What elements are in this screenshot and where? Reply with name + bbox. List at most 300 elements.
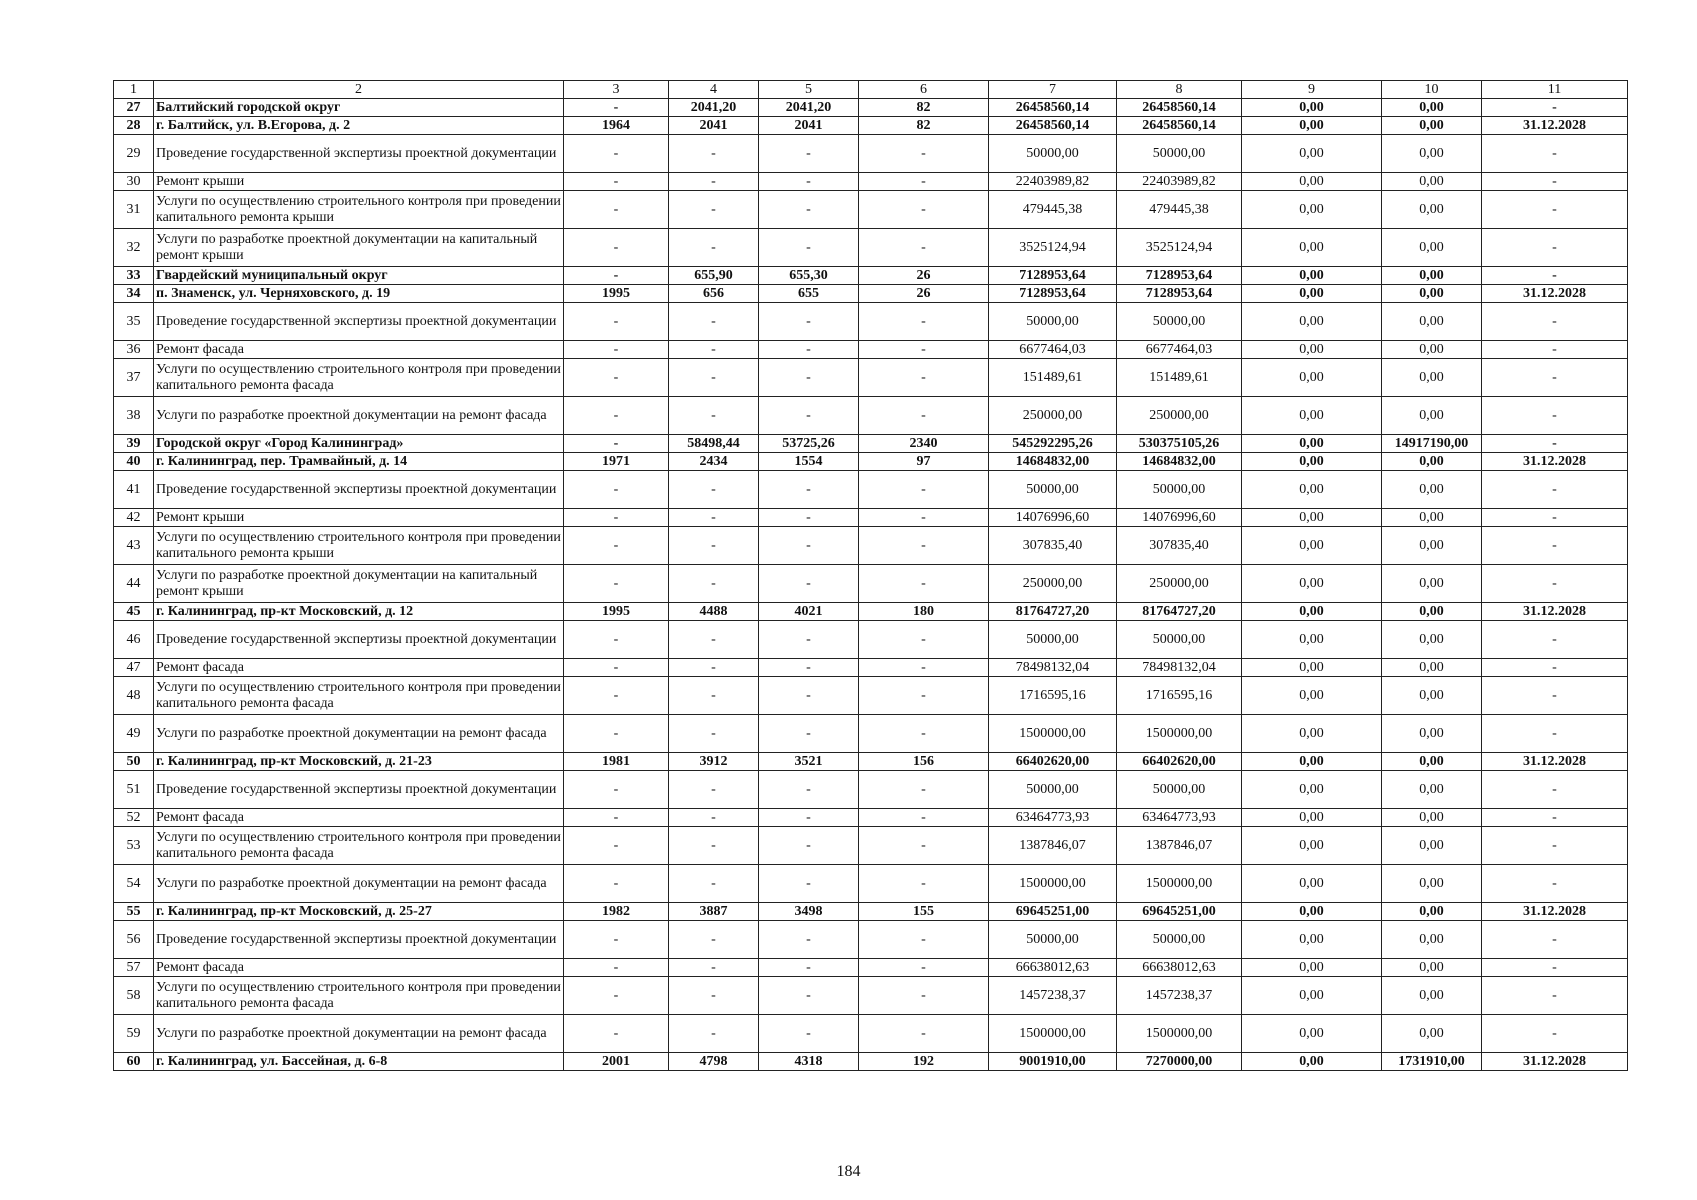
year-cell: 2001 xyxy=(564,1053,669,1071)
area-total-cell: - xyxy=(669,677,759,715)
table-row-work xyxy=(114,977,1628,1015)
cost-total-cell: 1500000,00 xyxy=(989,1015,1117,1053)
year-cell: - xyxy=(564,509,669,527)
residents-cell: - xyxy=(859,865,989,903)
column-number-cell: 3 xyxy=(564,81,669,99)
year-cell: - xyxy=(564,715,669,753)
deadline-cell: - xyxy=(1482,435,1628,453)
cost-fund-cell: 1457238,37 xyxy=(1117,977,1242,1015)
year-cell: - xyxy=(564,565,669,603)
area-living-cell: - xyxy=(759,809,859,827)
table-row-work xyxy=(114,341,1628,359)
residents-cell: - xyxy=(859,809,989,827)
cost-subsidy-cell: 0,00 xyxy=(1242,453,1382,471)
area-total-cell: - xyxy=(669,977,759,1015)
name-cell: Проведение государственной экспертизы проектной документации xyxy=(154,621,564,659)
table-row-work xyxy=(114,715,1628,753)
residents-cell: - xyxy=(859,921,989,959)
cost-owners-cell: 0,00 xyxy=(1382,621,1482,659)
cost-owners-cell: 0,00 xyxy=(1382,509,1482,527)
name-cell: Ремонт крыши xyxy=(154,173,564,191)
area-living-cell: 655,30 xyxy=(759,267,859,285)
column-number-cell: 2 xyxy=(154,81,564,99)
name-cell: Проведение государственной экспертизы проектной документации xyxy=(154,303,564,341)
year-cell: - xyxy=(564,99,669,117)
cost-fund-cell: 50000,00 xyxy=(1117,621,1242,659)
area-total-cell: 4488 xyxy=(669,603,759,621)
year-cell: - xyxy=(564,173,669,191)
cost-owners-cell: 0,00 xyxy=(1382,267,1482,285)
deadline-cell: 31.12.2028 xyxy=(1482,117,1628,135)
cost-total-cell: 78498132,04 xyxy=(989,659,1117,677)
cost-subsidy-cell: 0,00 xyxy=(1242,267,1382,285)
year-cell: 1981 xyxy=(564,753,669,771)
area-total-cell: - xyxy=(669,471,759,509)
table-row-work xyxy=(114,565,1628,603)
cost-owners-cell: 0,00 xyxy=(1382,471,1482,509)
cost-total-cell: 7128953,64 xyxy=(989,267,1117,285)
year-cell: - xyxy=(564,677,669,715)
cost-fund-cell: 1716595,16 xyxy=(1117,677,1242,715)
residents-cell: - xyxy=(859,977,989,1015)
cost-owners-cell: 0,00 xyxy=(1382,397,1482,435)
residents-cell: 155 xyxy=(859,903,989,921)
name-cell: Услуги по осуществлению строительного контроля при проведении капитального ремонта фасада xyxy=(154,977,564,1015)
cost-owners-cell: 0,00 xyxy=(1382,809,1482,827)
cost-total-cell: 50000,00 xyxy=(989,471,1117,509)
area-total-cell: - xyxy=(669,135,759,173)
cost-total-cell: 6677464,03 xyxy=(989,341,1117,359)
residents-cell: 82 xyxy=(859,117,989,135)
cost-fund-cell: 78498132,04 xyxy=(1117,659,1242,677)
table-row-work xyxy=(114,921,1628,959)
residents-cell: - xyxy=(859,827,989,865)
residents-cell: - xyxy=(859,1015,989,1053)
area-total-cell: - xyxy=(669,959,759,977)
residents-cell: - xyxy=(859,341,989,359)
deadline-cell: - xyxy=(1482,527,1628,565)
deadline-cell: - xyxy=(1482,565,1628,603)
deadline-cell: - xyxy=(1482,827,1628,865)
cost-fund-cell: 81764727,20 xyxy=(1117,603,1242,621)
column-number-cell: 8 xyxy=(1117,81,1242,99)
cost-subsidy-cell: 0,00 xyxy=(1242,435,1382,453)
residents-cell: - xyxy=(859,229,989,267)
cost-owners-cell: 0,00 xyxy=(1382,827,1482,865)
row-number-cell: 39 xyxy=(114,435,154,453)
area-living-cell: - xyxy=(759,959,859,977)
column-number-cell: 6 xyxy=(859,81,989,99)
cost-fund-cell: 14076996,60 xyxy=(1117,509,1242,527)
year-cell: - xyxy=(564,771,669,809)
cost-owners-cell: 0,00 xyxy=(1382,341,1482,359)
column-number-row xyxy=(114,81,1628,99)
deadline-cell: - xyxy=(1482,677,1628,715)
cost-owners-cell: 0,00 xyxy=(1382,659,1482,677)
year-cell: 1995 xyxy=(564,285,669,303)
residents-cell: 192 xyxy=(859,1053,989,1071)
year-cell: 1971 xyxy=(564,453,669,471)
deadline-cell: - xyxy=(1482,173,1628,191)
cost-subsidy-cell: 0,00 xyxy=(1242,1053,1382,1071)
area-total-cell: - xyxy=(669,341,759,359)
residents-cell: - xyxy=(859,527,989,565)
cost-subsidy-cell: 0,00 xyxy=(1242,99,1382,117)
name-cell: п. Знаменск, ул. Черняховского, д. 19 xyxy=(154,285,564,303)
cost-owners-cell: 0,00 xyxy=(1382,771,1482,809)
area-total-cell: - xyxy=(669,565,759,603)
area-living-cell: - xyxy=(759,173,859,191)
year-cell: 1964 xyxy=(564,117,669,135)
area-total-cell: 2041,20 xyxy=(669,99,759,117)
cost-subsidy-cell: 0,00 xyxy=(1242,603,1382,621)
deadline-cell: - xyxy=(1482,267,1628,285)
row-number-cell: 59 xyxy=(114,1015,154,1053)
area-total-cell: - xyxy=(669,827,759,865)
cost-subsidy-cell: 0,00 xyxy=(1242,285,1382,303)
row-number-cell: 35 xyxy=(114,303,154,341)
cost-fund-cell: 69645251,00 xyxy=(1117,903,1242,921)
deadline-cell: - xyxy=(1482,1015,1628,1053)
cost-total-cell: 1387846,07 xyxy=(989,827,1117,865)
cost-fund-cell: 151489,61 xyxy=(1117,359,1242,397)
year-cell: - xyxy=(564,341,669,359)
cost-subsidy-cell: 0,00 xyxy=(1242,229,1382,267)
area-living-cell: 3498 xyxy=(759,903,859,921)
deadline-cell: - xyxy=(1482,359,1628,397)
area-living-cell: - xyxy=(759,1015,859,1053)
area-living-cell: - xyxy=(759,565,859,603)
cost-total-cell: 1500000,00 xyxy=(989,865,1117,903)
deadline-cell: 31.12.2028 xyxy=(1482,753,1628,771)
year-cell: - xyxy=(564,865,669,903)
residents-cell: - xyxy=(859,173,989,191)
table-row-address xyxy=(114,267,1628,285)
capital-repair-table xyxy=(113,80,1628,1071)
area-living-cell: 2041,20 xyxy=(759,99,859,117)
cost-subsidy-cell: 0,00 xyxy=(1242,565,1382,603)
cost-subsidy-cell: 0,00 xyxy=(1242,509,1382,527)
area-total-cell: - xyxy=(669,771,759,809)
year-cell: 1995 xyxy=(564,603,669,621)
column-number-cell: 7 xyxy=(989,81,1117,99)
year-cell: - xyxy=(564,1015,669,1053)
residents-cell: - xyxy=(859,397,989,435)
table-row-address xyxy=(114,903,1628,921)
table-row-work xyxy=(114,1015,1628,1053)
area-total-cell: - xyxy=(669,659,759,677)
row-number-cell: 49 xyxy=(114,715,154,753)
deadline-cell: - xyxy=(1482,471,1628,509)
row-number-cell: 41 xyxy=(114,471,154,509)
residents-cell: - xyxy=(859,959,989,977)
row-number-cell: 34 xyxy=(114,285,154,303)
table-row-address xyxy=(114,603,1628,621)
year-cell: - xyxy=(564,359,669,397)
area-total-cell: 2041 xyxy=(669,117,759,135)
row-number-cell: 54 xyxy=(114,865,154,903)
area-living-cell: 655 xyxy=(759,285,859,303)
name-cell: Услуги по разработке проектной документации на ремонт фасада xyxy=(154,1015,564,1053)
cost-total-cell: 50000,00 xyxy=(989,771,1117,809)
cost-owners-cell: 0,00 xyxy=(1382,565,1482,603)
residents-cell: - xyxy=(859,303,989,341)
residents-cell: 26 xyxy=(859,267,989,285)
cost-total-cell: 14684832,00 xyxy=(989,453,1117,471)
cost-fund-cell: 250000,00 xyxy=(1117,565,1242,603)
cost-owners-cell: 0,00 xyxy=(1382,99,1482,117)
column-number-cell: 1 xyxy=(114,81,154,99)
cost-subsidy-cell: 0,00 xyxy=(1242,771,1382,809)
area-living-cell: - xyxy=(759,303,859,341)
cost-subsidy-cell: 0,00 xyxy=(1242,1015,1382,1053)
name-cell: Услуги по осуществлению строительного контроля при проведении капитального ремонта фасада xyxy=(154,359,564,397)
name-cell: Услуги по осуществлению строительного контроля при проведении капитального ремонта крыши xyxy=(154,191,564,229)
cost-total-cell: 479445,38 xyxy=(989,191,1117,229)
table-row-work xyxy=(114,397,1628,435)
area-total-cell: - xyxy=(669,809,759,827)
deadline-cell: - xyxy=(1482,509,1628,527)
cost-fund-cell: 50000,00 xyxy=(1117,921,1242,959)
cost-owners-cell: 0,00 xyxy=(1382,959,1482,977)
cost-fund-cell: 530375105,26 xyxy=(1117,435,1242,453)
table-row-address xyxy=(114,453,1628,471)
area-total-cell: 58498,44 xyxy=(669,435,759,453)
area-living-cell: 1554 xyxy=(759,453,859,471)
name-cell: Услуги по разработке проектной документации на ремонт фасада xyxy=(154,715,564,753)
cost-total-cell: 63464773,93 xyxy=(989,809,1117,827)
cost-fund-cell: 26458560,14 xyxy=(1117,117,1242,135)
cost-fund-cell: 14684832,00 xyxy=(1117,453,1242,471)
cost-subsidy-cell: 0,00 xyxy=(1242,527,1382,565)
cost-owners-cell: 0,00 xyxy=(1382,173,1482,191)
row-number-cell: 33 xyxy=(114,267,154,285)
table-row-work xyxy=(114,135,1628,173)
residents-cell: 82 xyxy=(859,99,989,117)
cost-total-cell: 50000,00 xyxy=(989,621,1117,659)
cost-owners-cell: 0,00 xyxy=(1382,677,1482,715)
table-row-work xyxy=(114,621,1628,659)
cost-owners-cell: 0,00 xyxy=(1382,921,1482,959)
cost-subsidy-cell: 0,00 xyxy=(1242,621,1382,659)
deadline-cell: - xyxy=(1482,397,1628,435)
cost-subsidy-cell: 0,00 xyxy=(1242,753,1382,771)
name-cell: г. Калининград, пр-кт Московский, д. 21-23 xyxy=(154,753,564,771)
area-total-cell: - xyxy=(669,865,759,903)
name-cell: Ремонт фасада xyxy=(154,659,564,677)
table-row-work xyxy=(114,303,1628,341)
area-living-cell: - xyxy=(759,471,859,509)
column-number-cell: 11 xyxy=(1482,81,1628,99)
name-cell: г. Калининград, пр-кт Московский, д. 12 xyxy=(154,603,564,621)
area-total-cell: - xyxy=(669,229,759,267)
table-row-work xyxy=(114,771,1628,809)
row-number-cell: 47 xyxy=(114,659,154,677)
area-living-cell: - xyxy=(759,865,859,903)
cost-fund-cell: 66638012,63 xyxy=(1117,959,1242,977)
cost-owners-cell: 0,00 xyxy=(1382,903,1482,921)
residents-cell: - xyxy=(859,509,989,527)
column-number-cell: 4 xyxy=(669,81,759,99)
table-row-address xyxy=(114,1053,1628,1071)
cost-owners-cell: 0,00 xyxy=(1382,453,1482,471)
name-cell: Гвардейский муниципальный округ xyxy=(154,267,564,285)
cost-owners-cell: 0,00 xyxy=(1382,753,1482,771)
deadline-cell: - xyxy=(1482,135,1628,173)
cost-owners-cell: 0,00 xyxy=(1382,229,1482,267)
row-number-cell: 58 xyxy=(114,977,154,1015)
area-living-cell: - xyxy=(759,659,859,677)
cost-subsidy-cell: 0,00 xyxy=(1242,959,1382,977)
column-number-cell: 5 xyxy=(759,81,859,99)
cost-owners-cell: 0,00 xyxy=(1382,359,1482,397)
name-cell: Услуги по разработке проектной документации на капитальный ремонт крыши xyxy=(154,565,564,603)
area-living-cell: - xyxy=(759,341,859,359)
area-total-cell: - xyxy=(669,509,759,527)
area-living-cell: 3521 xyxy=(759,753,859,771)
table-row-address xyxy=(114,435,1628,453)
cost-owners-cell: 0,00 xyxy=(1382,303,1482,341)
row-number-cell: 56 xyxy=(114,921,154,959)
cost-total-cell: 307835,40 xyxy=(989,527,1117,565)
deadline-cell: - xyxy=(1482,341,1628,359)
area-living-cell: 2041 xyxy=(759,117,859,135)
table-body xyxy=(114,81,1628,1071)
cost-fund-cell: 50000,00 xyxy=(1117,135,1242,173)
table-row-work xyxy=(114,809,1628,827)
deadline-cell: - xyxy=(1482,809,1628,827)
cost-subsidy-cell: 0,00 xyxy=(1242,471,1382,509)
deadline-cell: - xyxy=(1482,191,1628,229)
cost-fund-cell: 63464773,93 xyxy=(1117,809,1242,827)
area-living-cell: - xyxy=(759,135,859,173)
row-number-cell: 28 xyxy=(114,117,154,135)
row-number-cell: 31 xyxy=(114,191,154,229)
area-total-cell: - xyxy=(669,397,759,435)
cost-total-cell: 66638012,63 xyxy=(989,959,1117,977)
table-row-address xyxy=(114,99,1628,117)
area-total-cell: 655,90 xyxy=(669,267,759,285)
name-cell: г. Калининград, пр-кт Московский, д. 25-27 xyxy=(154,903,564,921)
year-cell: - xyxy=(564,977,669,1015)
cost-owners-cell: 0,00 xyxy=(1382,977,1482,1015)
table-row-work xyxy=(114,827,1628,865)
year-cell: - xyxy=(564,527,669,565)
deadline-cell: 31.12.2028 xyxy=(1482,285,1628,303)
deadline-cell: - xyxy=(1482,621,1628,659)
area-living-cell: - xyxy=(759,677,859,715)
residents-cell: 180 xyxy=(859,603,989,621)
cost-subsidy-cell: 0,00 xyxy=(1242,191,1382,229)
cost-total-cell: 1457238,37 xyxy=(989,977,1117,1015)
deadline-cell: 31.12.2028 xyxy=(1482,903,1628,921)
cost-fund-cell: 250000,00 xyxy=(1117,397,1242,435)
area-total-cell: 3887 xyxy=(669,903,759,921)
table-row-work xyxy=(114,959,1628,977)
row-number-cell: 44 xyxy=(114,565,154,603)
area-living-cell: - xyxy=(759,191,859,229)
table-row-address xyxy=(114,285,1628,303)
table-row-address xyxy=(114,753,1628,771)
table-row-work xyxy=(114,173,1628,191)
row-number-cell: 30 xyxy=(114,173,154,191)
row-number-cell: 38 xyxy=(114,397,154,435)
cost-subsidy-cell: 0,00 xyxy=(1242,135,1382,173)
area-living-cell: - xyxy=(759,397,859,435)
deadline-cell: 31.12.2028 xyxy=(1482,603,1628,621)
residents-cell: 26 xyxy=(859,285,989,303)
cost-owners-cell: 0,00 xyxy=(1382,603,1482,621)
cost-subsidy-cell: 0,00 xyxy=(1242,397,1382,435)
year-cell: - xyxy=(564,921,669,959)
year-cell: - xyxy=(564,397,669,435)
row-number-cell: 50 xyxy=(114,753,154,771)
area-living-cell: - xyxy=(759,827,859,865)
year-cell: - xyxy=(564,191,669,229)
table-row-work xyxy=(114,229,1628,267)
cost-owners-cell: 0,00 xyxy=(1382,527,1482,565)
area-total-cell: - xyxy=(669,921,759,959)
row-number-cell: 48 xyxy=(114,677,154,715)
cost-subsidy-cell: 0,00 xyxy=(1242,903,1382,921)
name-cell: Проведение государственной экспертизы проектной документации xyxy=(154,771,564,809)
cost-fund-cell: 1387846,07 xyxy=(1117,827,1242,865)
year-cell: - xyxy=(564,621,669,659)
table-row-work xyxy=(114,865,1628,903)
deadline-cell: 31.12.2028 xyxy=(1482,1053,1628,1071)
residents-cell: 2340 xyxy=(859,435,989,453)
year-cell: - xyxy=(564,303,669,341)
deadline-cell: - xyxy=(1482,715,1628,753)
area-total-cell: - xyxy=(669,303,759,341)
cost-total-cell: 3525124,94 xyxy=(989,229,1117,267)
cost-owners-cell: 0,00 xyxy=(1382,191,1482,229)
area-total-cell: - xyxy=(669,191,759,229)
name-cell: Услуги по разработке проектной документации на ремонт фасада xyxy=(154,397,564,435)
deadline-cell: 31.12.2028 xyxy=(1482,453,1628,471)
year-cell: - xyxy=(564,959,669,977)
deadline-cell: - xyxy=(1482,771,1628,809)
area-living-cell: - xyxy=(759,359,859,397)
row-number-cell: 45 xyxy=(114,603,154,621)
year-cell: - xyxy=(564,267,669,285)
cost-fund-cell: 66402620,00 xyxy=(1117,753,1242,771)
cost-total-cell: 9001910,00 xyxy=(989,1053,1117,1071)
name-cell: Балтийский городской округ xyxy=(154,99,564,117)
area-living-cell: 4021 xyxy=(759,603,859,621)
cost-subsidy-cell: 0,00 xyxy=(1242,921,1382,959)
cost-owners-cell: 0,00 xyxy=(1382,285,1482,303)
cost-total-cell: 14076996,60 xyxy=(989,509,1117,527)
cost-total-cell: 151489,61 xyxy=(989,359,1117,397)
residents-cell: - xyxy=(859,771,989,809)
cost-subsidy-cell: 0,00 xyxy=(1242,715,1382,753)
deadline-cell: - xyxy=(1482,921,1628,959)
row-number-cell: 51 xyxy=(114,771,154,809)
cost-fund-cell: 1500000,00 xyxy=(1117,865,1242,903)
row-number-cell: 27 xyxy=(114,99,154,117)
row-number-cell: 52 xyxy=(114,809,154,827)
cost-total-cell: 1716595,16 xyxy=(989,677,1117,715)
cost-subsidy-cell: 0,00 xyxy=(1242,659,1382,677)
area-living-cell: - xyxy=(759,977,859,1015)
area-living-cell: - xyxy=(759,921,859,959)
table-row-work xyxy=(114,527,1628,565)
table-row-address xyxy=(114,117,1628,135)
row-number-cell: 32 xyxy=(114,229,154,267)
cost-owners-cell: 0,00 xyxy=(1382,1015,1482,1053)
area-total-cell: 656 xyxy=(669,285,759,303)
